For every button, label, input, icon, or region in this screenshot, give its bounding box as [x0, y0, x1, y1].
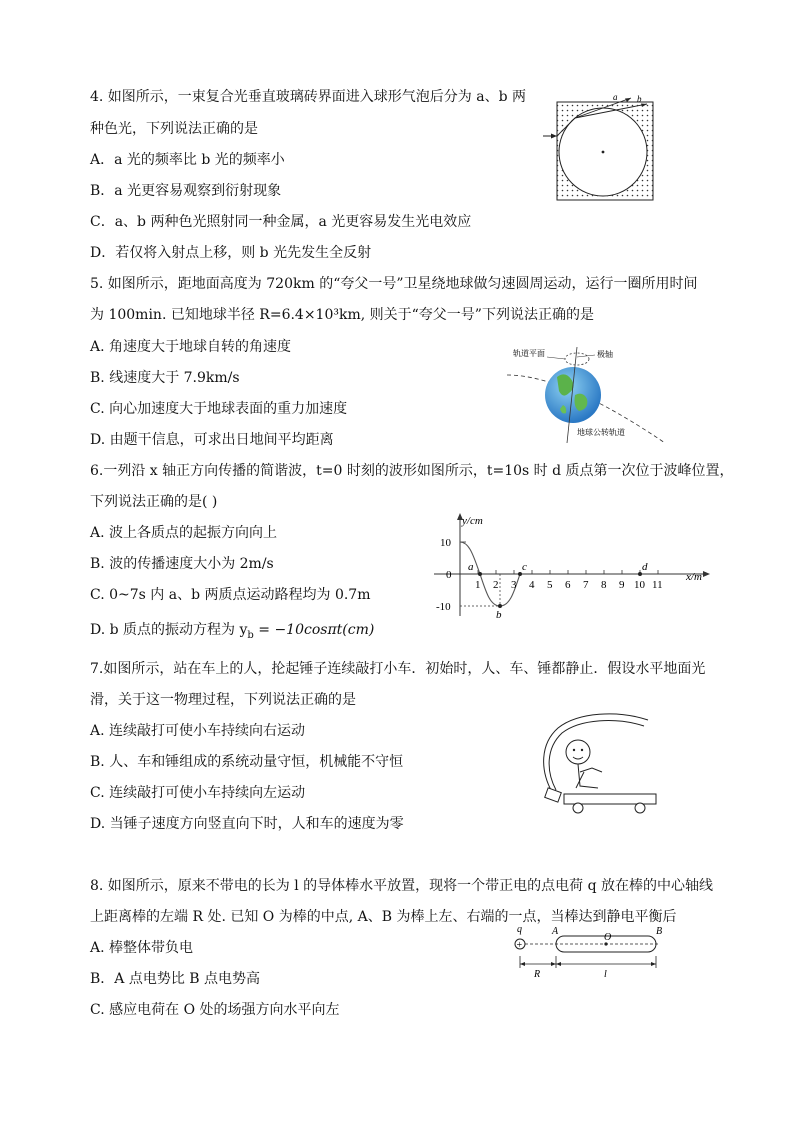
- q6-x-tick-label: 9: [619, 579, 625, 591]
- q5-fig-orbit-plane: 轨道平面: [513, 349, 545, 358]
- q4-stem-line1: 4. 如图所示，一束复合光垂直玻璃砖界面进入球形气泡后分为 a、b 两: [90, 89, 527, 105]
- q6-wave-graph: [420, 508, 715, 620]
- q5-stem-line1: 5. 如图所示，距地面高度为 720km 的“夸父一号”卫星绕地球做匀速圆周运动，运行一圈所用时间: [90, 276, 698, 292]
- q8-label-B: B: [656, 926, 663, 937]
- q4-option-d: D．若仅将入射点上移，则 b 光先发生全反射: [90, 245, 372, 261]
- q6-point-c-label: c: [522, 561, 527, 573]
- q8-label-l: l: [604, 969, 607, 980]
- q6-x-tick-label: 1: [475, 579, 481, 591]
- q6-x-tick-label: 7: [583, 579, 589, 591]
- q7-hammer-cart-figure: [518, 708, 660, 818]
- q8-rod-charge-figure: [508, 920, 676, 982]
- q4-option-a: A．a 光的频率比 b 光的频率小: [90, 152, 285, 168]
- q6-y-tick-minus10: -10: [436, 601, 451, 613]
- q8-option-b: B．A 点电势比 B 点电势高: [90, 971, 261, 987]
- q8-label-q: q: [517, 924, 522, 935]
- q8-option-c: C. 感应电荷在 O 处的场强方向水平向左: [90, 1002, 340, 1018]
- q6-x-tick-label: 5: [547, 579, 553, 591]
- q4-fig-label-b: b: [637, 94, 642, 104]
- q7-stem-line1: 7.如图所示，站在车上的人，抡起锤子连续敲打小车．初始时，人、车、锤都静止．假设水平地面光: [90, 661, 706, 677]
- q6-option-d-sub: b: [247, 629, 254, 641]
- q8-stem-line1: 8. 如图所示，原来不带电的长为 l 的导体棒水平放置，现将一个带正电的点电荷 q 放在棒的中心轴线: [90, 878, 714, 894]
- q5-stem-line2: 为 100min. 已知地球半径 R=6.4×10³km, 则关于“夸父一号”下列说法正确的是: [90, 307, 594, 323]
- q4-bubble-figure: [535, 88, 665, 203]
- q4-option-b: B．a 光更容易观察到衍射现象: [90, 183, 282, 199]
- q5-option-b: B. 线速度大于 7.9km/s: [90, 370, 240, 386]
- q8-label-O: O: [604, 932, 612, 943]
- q6-option-a: A. 波上各质点的起振方向向上: [90, 525, 278, 541]
- q4-fig-label-a: a: [613, 92, 618, 102]
- q6-x-tick-label: 11: [652, 579, 663, 591]
- q7-option-b: B. 人、车和锤组成的系统动量守恒，机械能不守恒: [90, 754, 404, 770]
- q8-label-R: R: [534, 969, 541, 980]
- q5-fig-earth-orbit: 地球公转轨道: [577, 428, 625, 437]
- q4-stem-line2: 种色光，下列说法正确的是: [90, 121, 258, 137]
- q6-x-tick-labels: [475, 579, 663, 591]
- q6-option-c: C. 0~7s 内 a、b 两质点运动路程均为 0.7m: [90, 587, 371, 603]
- q6-x-axis-label: x/m: [686, 571, 702, 583]
- q6-y-tick-0: 0: [446, 569, 452, 581]
- q6-y-tick-10: 10: [440, 537, 451, 549]
- q5-fig-polar-axis: 极轴: [597, 350, 613, 359]
- q6-option-d: [90, 620, 374, 646]
- q6-x-tick-label: 4: [529, 579, 535, 591]
- q6-point-a-label: a: [468, 561, 474, 573]
- q6-point-b-label: b: [496, 609, 502, 620]
- q8-label-A: A: [552, 926, 559, 937]
- q8-option-a: A. 棒整体带负电: [90, 940, 194, 956]
- q7-option-c: C. 连续敲打可使小车持续向左运动: [90, 785, 306, 801]
- q5-option-d: D. 由题干信息，可求出日地间平均距离: [90, 432, 334, 448]
- q6-x-tick-label: 10: [634, 579, 645, 591]
- q8-plus-sign: +: [516, 940, 523, 951]
- q6-point-d-label: d: [642, 561, 648, 573]
- q7-stem-line2: 滑，关于这一物理过程，下列说法正确的是: [90, 692, 356, 708]
- q7-option-d: D. 当锤子速度方向竖直向下时，人和车的速度为零: [90, 816, 404, 832]
- q6-option-b: B. 波的传播速度大小为 2m/s: [90, 556, 274, 572]
- q5-option-a: A. 角速度大于地球自转的角速度: [90, 339, 292, 355]
- q6-option-d-equation: = −10cosπt(cm): [253, 622, 375, 638]
- q6-x-tick-label: 2: [493, 579, 499, 591]
- q6-option-d-text: D. b 质点的振动方程为 y: [90, 622, 248, 638]
- q6-x-tick-label: 6: [565, 579, 571, 591]
- q6-y-axis-label: y/cm: [462, 515, 483, 527]
- q6-stem-line2: 下列说法正确的是( ): [90, 494, 218, 510]
- q4-option-c: C．a、b 两种色光照射同一种金属，a 光更容易发生光电效应: [90, 214, 472, 230]
- q5-earth-orbit-figure: [505, 335, 665, 447]
- q6-x-tick-label: 3: [511, 579, 517, 591]
- q6-x-tick-label: 8: [601, 579, 607, 591]
- q6-stem-line1: 6.一列沿 x 轴正方向传播的简谐波，t=0 时刻的波形如图所示，t=10s 时 d 质点第一次位于波峰位置，: [90, 463, 734, 479]
- q7-option-a: A. 连续敲打可使小车持续向右运动: [90, 723, 306, 739]
- q5-option-c: C. 向心加速度大于地球表面的重力加速度: [90, 401, 348, 417]
- q8-stem-line2: 上距离棒的左端 R 处. 已知 O 为棒的中点, A、B 为棒上左、右端的一点，当棒达到静电平衡后: [90, 909, 677, 925]
- q6-x-ticks: [478, 570, 658, 574]
